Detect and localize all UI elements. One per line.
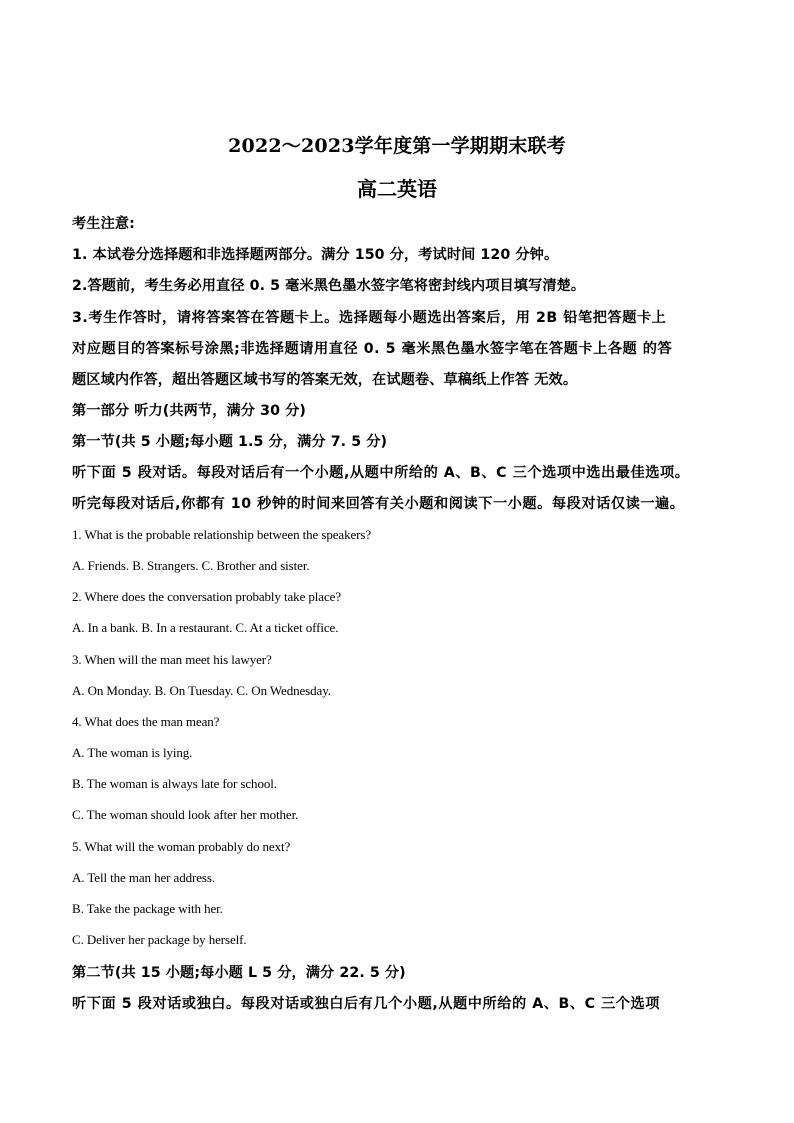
question-2-options: A. In a bank. B. In a restaurant. C. At a ticket office. — [72, 620, 339, 635]
question-4-option-a: A. The woman is lying. — [72, 745, 193, 760]
question-3-options: A. On Monday. B. On Tuesday. C. On Wednesday. — [72, 683, 331, 698]
section2-instruction-1: 听下面 5 段对话或独白。每段对话或独白后有几个小题,从题中所给的 A、B、C 三个选项 — [72, 996, 660, 1012]
question-3: 3. When will the man meet his lawyer? — [72, 652, 272, 667]
notice-item-2: 2.答题前，考生务必用直径 0. 5 毫米黑色墨水签字笔将密封线内项目填写清楚。 — [72, 278, 586, 294]
question-2: 2. Where does the conversation probably take place? — [72, 589, 341, 604]
section2-heading: 第二节(共 15 小题;每小题 L 5 分，满分 22. 5 分) — [72, 965, 406, 981]
section1-heading: 第一节(共 5 小题;每小题 1.5 分，满分 7. 5 分) — [72, 434, 388, 450]
question-5: 5. What will the woman probably do next? — [72, 839, 291, 854]
notice-item-1: 1. 本试卷分选择题和非选择题两部分。满分 150 分，考试时间 120 分钟。 — [72, 247, 559, 263]
question-5-option-b: B. Take the package with her. — [72, 901, 223, 916]
question-4: 4. What does the man mean? — [72, 714, 220, 729]
question-4-option-b: B. The woman is always late for school. — [72, 776, 277, 791]
part1-heading: 第一部分 听力(共两节，满分 30 分) — [72, 403, 306, 419]
question-1: 1. What is the probable relationship between the speakers? — [72, 527, 371, 542]
question-1-options: A. Friends. B. Strangers. C. Brother and sister. — [72, 558, 310, 573]
exam-subject: 高二英语 — [357, 177, 437, 201]
question-5-option-c: C. Deliver her package by herself. — [72, 932, 247, 947]
exam-title: 2022～2023学年度第一学期期末联考 — [228, 135, 566, 157]
notice-heading: 考生注意: — [72, 216, 135, 232]
notice-item-3-cont-2: 题区域内作答，超出答题区域书写的答案无效，在试题卷、草稿纸上作答 无效。 — [72, 372, 578, 388]
section1-instruction-2: 听完每段对话后,你都有 10 秒钟的时间来回答有关小题和阅读下一小题。每段对话仅读一遍。 — [72, 496, 685, 512]
question-4-option-c: C. The woman should look after her mother. — [72, 807, 299, 822]
question-5-option-a: A. Tell the man her address. — [72, 870, 215, 885]
section1-instruction-1: 听下面 5 段对话。每段对话后有一个小题,从题中所给的 A、B、C 三个选项中选出最佳选项。 — [72, 465, 690, 481]
notice-item-3: 3.考生作答时，请将答案答在答题卡上。选择题每小题选出答案后，用 2B 铅笔把答题卡上 — [72, 310, 667, 326]
notice-item-3-cont-1: 对应题目的答案标号涂黑;非选择题请用直径 0. 5 毫米黑色墨水签字笔在答题卡上各题 的答 — [72, 341, 673, 357]
